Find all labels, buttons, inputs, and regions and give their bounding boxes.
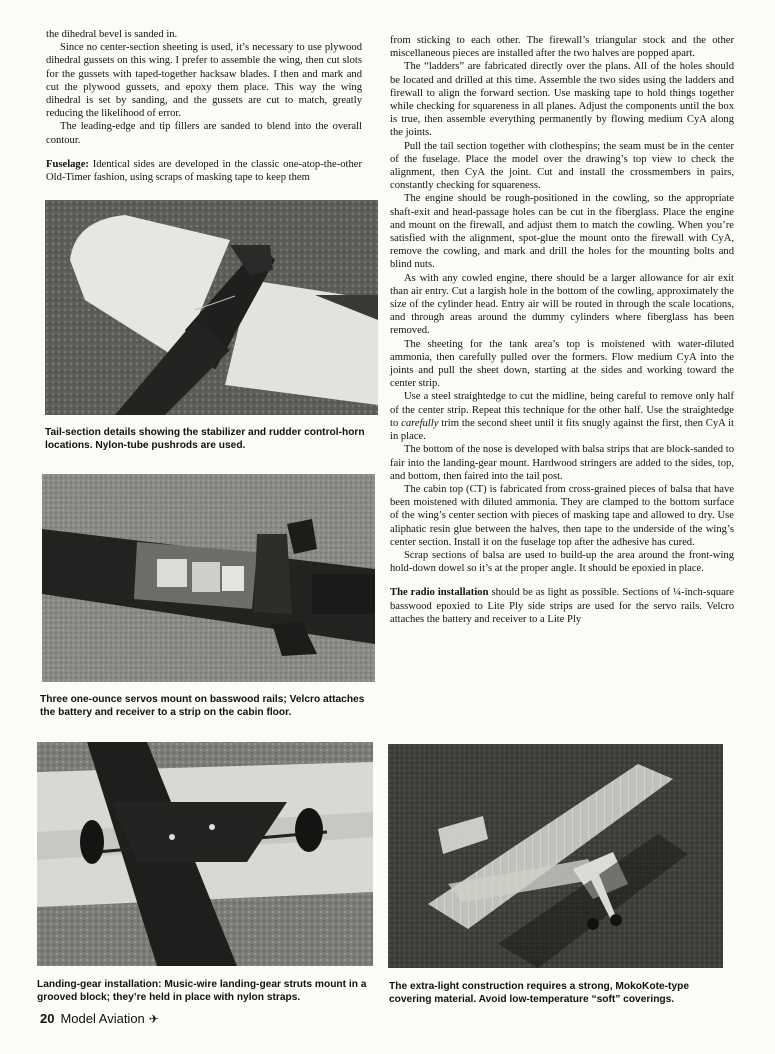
- paragraph: The radio installation should be as light as possible. Sections of ¼-inch-square basswood epoxied to Lite Ply side strips are used for the servo rails. Velcro attaches the battery and receiver to a Lite Ply: [390, 587, 734, 625]
- paragraph: The cabin top (CT) is fabricated from cross-grained pieces of balsa that have been moistened with diluted ammonia. They are clamped to the bottom surface of the wing’s center section with pieces of masking tape and allowed to dry. Use aliphatic resin glue between the halves, then tape to the underside of the wing’s center section. Install it on the fuselage top after the adhesive has cured.: [390, 483, 734, 548]
- page-number: 20: [40, 1011, 55, 1026]
- paragraph: from sticking to each other. The firewall’s triangular stock and the other miscellaneous pieces are installed after the two halves are popped apart.: [390, 35, 734, 60]
- right-column-text: [390, 34, 734, 626]
- paragraph: the dihedral bevel is sanded in.: [46, 29, 178, 40]
- paragraph: The engine should be rough-positioned in the cowling, so the appropriate shaft-exit and head-passage holes can be cut in the fiberglass. Place the engine and mount on the firewall, and adjust them to match the cowling. When you’re satisfied with the alignment, spot-glue the mount onto the firewall with CyA, remove the cowling, and mark and drill the holes for the mounting bolts and blind nuts.: [390, 193, 734, 271]
- photo-construction: [388, 744, 723, 968]
- paragraph: The leading-edge and tip fillers are sanded to blend into the overall contour.: [46, 121, 362, 146]
- airplane-icon: ✈: [148, 1012, 159, 1026]
- section-heading: Fuselage:: [46, 158, 89, 170]
- paragraph: Use a steel straightedge to cut the midline, being careful to remove only half of the center strip. Repeat this technique for the other half. Use the straightedge to carefully trim the second sheet until it fits snugly against the first, then CyA it in place.: [390, 391, 734, 443]
- section-heading: The radio installation: [390, 587, 489, 599]
- photo-tail-section: [45, 200, 378, 415]
- magazine-title: Model Aviation: [60, 1011, 145, 1026]
- caption-tail-section: Tail-section details showing the stabilizer and rudder control-horn locations. Nylon-tube pushrods are used.: [45, 427, 365, 451]
- photo-landing-gear: [37, 742, 373, 966]
- paragraph: Pull the tail section together with clothespins; the seam must be in the center of the fuselage. Place the model over the drawing’s top view to check the alignment, then CyA the joint. Cut and install the crossmembers in pairs, constantly checking for squareness.: [390, 140, 734, 192]
- caption-landing-gear: Landing-gear installation: Music-wire landing-gear struts mount in a grooved block; they’re held in place with nylon straps.: [37, 979, 367, 1003]
- paragraph: Since no center-section sheeting is used, it’s necessary to use plywood dihedral gussets on this wing. I prefer to assemble the wing, then cut slots for the gussets with taped-together hacksaw blades. I then and mark and cut the plywood gussets, and epoxy them place. This way the wing dihedral is set by sanding, and the gussets are cut to match, greatly reducing the likelihood of error.: [46, 42, 362, 120]
- paragraph: The “ladders” are fabricated directly over the plans. All of the holes should be located and drilled at this time. Assemble the two sides using the ladders and firewall to align the forward section. Use masking tape to hold things together while checking for squareness in all planes. Adjust the components until the box is true, then assemble everything permanently by flowing medium CyA along the joints.: [390, 61, 734, 139]
- paragraph: As with any cowled engine, there should be a larger allowance for air exit than air entry. Cut a largish hole in the bottom of the cowling, approximately the size of the cylinder head. Entry air will be routed in through the scale locations, and through areas around the dummy cylinders where fiberglass has been removed.: [390, 272, 734, 337]
- photo-servo-installation: [42, 474, 375, 682]
- paragraph: Fuselage: Identical sides are developed in the classic one-atop-the-other Old-Timer fashion, using scraps of masking tape to keep them: [46, 158, 362, 184]
- paragraph: The bottom of the nose is developed with balsa strips that are block-sanded to fair into the landing-gear mount. Hardwood stringers are added to the sides, top, and bottom, then faired into the tail post.: [390, 444, 734, 482]
- page-footer: [40, 1011, 159, 1026]
- left-column-text: [46, 28, 362, 184]
- paragraph: Scrap sections of balsa are used to build-up the area around the front-wing hold-down dowel so it’s at the proper angle. It should be epoxied in place.: [390, 549, 734, 575]
- caption-servo-installation: Three one-ounce servos mount on basswood rails; Velcro attaches the battery and receiver to a strip on the cabin floor.: [40, 694, 365, 718]
- caption-construction: The extra-light construction requires a strong, MokoKote-type covering material. Avoid low-temperature “soft” coverings.: [389, 981, 689, 1005]
- paragraph: The sheeting for the tank area’s top is moistened with water-diluted ammonia, then carefully pulled over the formers. Flow medium CyA into the joints and pull the sheet down, starting at the sides and working toward the center strip.: [390, 338, 734, 390]
